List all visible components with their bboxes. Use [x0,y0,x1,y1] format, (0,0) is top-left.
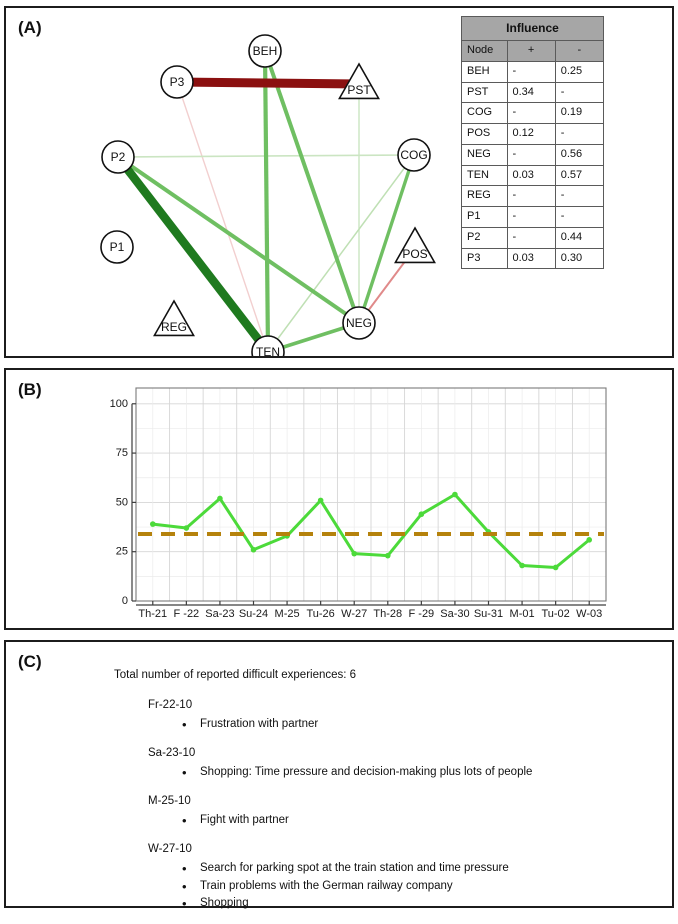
influence-cell-node: PST [462,82,508,103]
chart-data-point [385,553,391,559]
network-node-pos[interactable] [395,228,434,262]
chart-gridlines [136,388,606,601]
network-node-reg[interactable] [154,301,193,335]
chart-x-tick-label: F -22 [173,608,200,620]
network-edge [268,155,414,352]
chart-y-tick-label: 25 [115,545,128,558]
node-label: PST [347,83,371,97]
panel-b [4,368,674,630]
chart-x-axis [136,601,606,620]
table-row [462,165,604,186]
network-edge [177,82,359,84]
chart-data-point [318,498,324,504]
experience-date: Fr-22-10 [148,698,193,711]
influence-cell-positive: - [507,207,555,228]
panel-a-label: (A) [18,18,42,37]
chart-data-point [553,565,559,571]
chart-x-tick-label: W-03 [576,608,603,620]
experience-item-list [148,764,654,782]
chart-y-tick-label: 50 [115,496,128,509]
chart-data-point [150,521,156,527]
table-row [462,144,604,165]
influence-cell-negative: - [555,186,603,207]
node-label: P1 [109,240,125,254]
influence-cell-node: NEG [462,144,508,165]
experience-item-list [148,812,654,830]
chart-x-tick-label: Tu-02 [541,608,570,620]
influence-cell-node: POS [462,124,508,145]
influence-cell-node: P1 [462,207,508,228]
chart-y-axis [110,398,136,607]
influence-cell-positive: 0.03 [507,248,555,269]
influence-table-head [462,17,604,62]
experience-date: Sa-23-10 [148,746,196,759]
chart-x-tick-label: Su-24 [238,608,269,620]
network-node-p2[interactable] [102,141,134,173]
node-label: POS [402,247,428,261]
table-row [462,103,604,124]
network-node-neg[interactable] [343,307,375,339]
chart-y-tick-label: 75 [115,447,128,460]
influence-table-header-row [462,41,604,62]
list-item: • Shopping [182,895,654,913]
chart-data-point [217,496,223,502]
experience-group-list [114,697,654,913]
influence-cell-negative: 0.44 [555,227,603,248]
experience-group [148,745,654,782]
network-node-p3[interactable] [161,66,193,98]
list-item: • Frustration with partner [182,716,654,734]
panel-a [4,6,674,358]
influence-cell-negative: - [555,82,603,103]
list-item: • Search for parking spot at the train station and time pressure [182,860,654,878]
influence-header-positive: + [507,41,555,62]
table-row [462,248,604,269]
panel-b-label: (B) [18,380,42,399]
network-edge [359,155,414,323]
table-row [462,207,604,228]
chart-x-tick-label: Th-21 [138,608,168,620]
influence-table [461,16,604,269]
influence-cell-positive: - [507,186,555,207]
experience-date: W-27-10 [148,842,192,855]
node-label: P3 [169,75,185,89]
chart-data-point [419,511,425,517]
node-label: P2 [110,150,126,164]
chart-data-point [184,525,190,531]
influence-cell-positive: - [507,144,555,165]
influence-cell-negative: - [555,207,603,228]
chart-data-point [251,547,257,553]
influence-cell-node: COG [462,103,508,124]
influence-cell-node: REG [462,186,508,207]
list-item: • Shopping: Time pressure and decision-making plus lots of people [182,764,654,782]
list-item: • Train problems with the German railway company [182,878,654,896]
network-node-p1[interactable] [101,231,133,263]
influence-table-title-row [462,17,604,41]
influence-cell-positive: - [507,61,555,82]
influence-cell-positive: 0.12 [507,124,555,145]
chart-x-tick-label: Su-31 [473,608,504,620]
influence-table-title: Influence [462,17,604,41]
network-node-cog[interactable] [398,139,430,171]
node-label: REG [160,320,188,334]
experience-group [148,793,654,830]
table-row [462,61,604,82]
panel-c [4,640,674,908]
node-label: BEH [252,44,278,58]
list-item: • Fight with partner [182,812,654,830]
influence-cell-negative: 0.19 [555,103,603,124]
influence-header-negative: - [555,41,603,62]
node-label: NEG [345,316,373,330]
influence-header-node: Node [462,41,508,62]
influence-cell-negative: 0.30 [555,248,603,269]
network-node-beh[interactable] [249,35,281,67]
influence-cell-negative: 0.25 [555,61,603,82]
chart-y-tick-label: 0 [121,595,128,607]
experience-date: M-25-10 [148,794,191,807]
experience-group [148,841,654,914]
experiences-total: Total number of reported difficult experiences: 6 [114,669,357,681]
table-row [462,186,604,207]
chart-x-tick-label: Tu-26 [306,608,335,620]
experience-item-list [148,860,654,913]
chart-x-tick-label: Sa-30 [440,608,470,620]
influence-cell-node: TEN [462,165,508,186]
chart-data-point [351,551,357,557]
chart-y-tick-label: 100 [109,397,128,410]
panel-c-label: (C) [18,652,42,671]
node-label: TEN [256,345,280,356]
experience-item-list [148,716,654,734]
influence-cell-positive: - [507,227,555,248]
influence-cell-node: P3 [462,248,508,269]
experiences-content [114,668,654,924]
influence-table-body [462,61,604,269]
network-edge [265,51,268,352]
chart-x-tick-label: M-01 [509,608,535,620]
line-chart [6,370,676,628]
chart-data-point [519,563,525,569]
chart-data-point [452,492,458,498]
influence-cell-node: P2 [462,227,508,248]
table-row [462,82,604,103]
influence-cell-negative: - [555,124,603,145]
chart-x-tick-label: Sa-23 [205,608,235,620]
experience-group [148,697,654,734]
network-edge [118,157,268,352]
influence-cell-positive: 0.03 [507,165,555,186]
influence-cell-node: BEH [462,61,508,82]
node-label: COG [400,148,428,162]
table-row [462,124,604,145]
influence-cell-negative: 0.56 [555,144,603,165]
network-edge [118,157,359,323]
chart-x-tick-label: F -29 [408,608,435,620]
network-edge [177,82,268,352]
chart-x-tick-label: W-27 [341,608,368,620]
network-graph [6,8,466,356]
influence-cell-negative: 0.57 [555,165,603,186]
influence-cell-positive: - [507,103,555,124]
chart-x-tick-label: Th-28 [373,608,403,620]
table-row [462,227,604,248]
chart-data-point [586,537,592,543]
chart-x-tick-label: M-25 [274,608,300,620]
influence-cell-positive: 0.34 [507,82,555,103]
